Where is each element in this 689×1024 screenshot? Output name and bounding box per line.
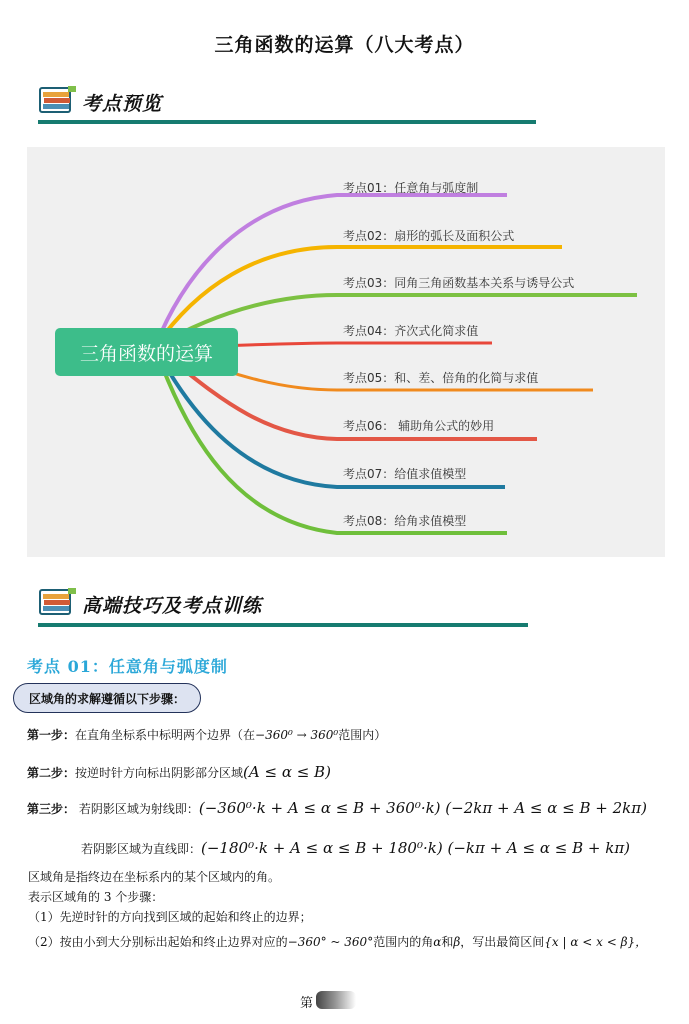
section-rule (38, 623, 528, 627)
step-3 (27, 799, 647, 817)
smudge-mark (316, 991, 356, 1009)
mind-map (27, 147, 665, 557)
mind-map-node: 考点08：给角求值模型 (343, 514, 467, 528)
topic-title: 考点 01：任意角与弧度制 (27, 657, 228, 676)
step-2-label: 第二步： (27, 766, 76, 780)
step-3b-math: (−180⁰·k + A ≤ α ≤ B + 180⁰·k) (−kπ + A ≤ α ≤ B + kπ) (201, 839, 631, 857)
paragraph-last (28, 933, 647, 950)
p4-alpha: α (433, 935, 442, 949)
mind-map-node: 考点01：任意角与弧度制 (343, 181, 479, 195)
step-3-math: (−360⁰·k + A ≤ α ≤ B + 360⁰·k) (−2kπ + A ≤ α ≤ B + 2kπ) (198, 799, 647, 817)
p4-set: {x | α < x < β}， (544, 935, 648, 949)
step-1-math: −360⁰ → 360⁰ (255, 728, 339, 742)
steps-oval-label: 区域角的求解遵循以下步骤： (13, 683, 201, 713)
paragraph: （1）先逆时针的方向找到区域的起始和终止的边界； (28, 910, 312, 924)
section-rule (38, 120, 536, 124)
step-2-text: 按逆时针方向标出阴影部分区域 (75, 766, 244, 780)
p4-beta: β (453, 935, 461, 949)
document-title: 三角函数的运算（八大考点） (214, 34, 475, 56)
paragraph: 区域角是指终边在坐标系内的某个区域内的角。 (28, 870, 281, 884)
mind-map-node: 考点05：和、差、倍角的化简与求值 (343, 371, 539, 385)
mind-map-node: 考点07：给值求值模型 (343, 467, 467, 481)
books-icon (38, 84, 78, 116)
p4-a: （2）按由小到大分别标出起始和终止边界对应的 (28, 935, 288, 949)
step-1-text: 在直角坐标系中标明两个边界（在 (75, 728, 256, 742)
section-heading-text: 高端技巧及考点训练 (82, 595, 263, 617)
mind-map-node: 考点03：同角三角函数基本关系与诱导公式 (343, 276, 575, 290)
step-3b-text: 若阴影区域为直线即： (81, 842, 202, 856)
paragraph: 表示区域角的 3 个步骤： (28, 890, 164, 904)
step-2-math: (A ≤ α ≤ B) (243, 763, 331, 781)
books-icon (38, 586, 78, 618)
step-1-label: 第一步： (27, 728, 76, 742)
p4-f: ，写出最简区间 (460, 935, 545, 949)
p4-and: 和 (441, 935, 454, 949)
mind-map-node: 考点02：扇形的弧长及面积公式 (343, 229, 515, 243)
step-3-text: 若阴影区域为射线即： (78, 802, 199, 816)
p4-math: −360° ~ 360° (287, 935, 374, 949)
mind-map-node: 考点06： 辅助角公式的妙用 (343, 419, 495, 433)
step-1-tail: 范围内） (338, 728, 387, 742)
step-1 (27, 726, 386, 743)
mind-map-node: 考点04：齐次式化简求值 (343, 324, 479, 338)
p4-b: 范围内的角 (373, 935, 434, 949)
section-heading-text: 考点预览 (82, 93, 163, 115)
mind-map-center: 三角函数的运算 (55, 328, 238, 376)
step-3-label: 第三步： (27, 802, 76, 816)
page-footer: 第 (300, 996, 314, 1011)
step-3-line-case (81, 839, 630, 857)
step-2 (27, 763, 331, 781)
